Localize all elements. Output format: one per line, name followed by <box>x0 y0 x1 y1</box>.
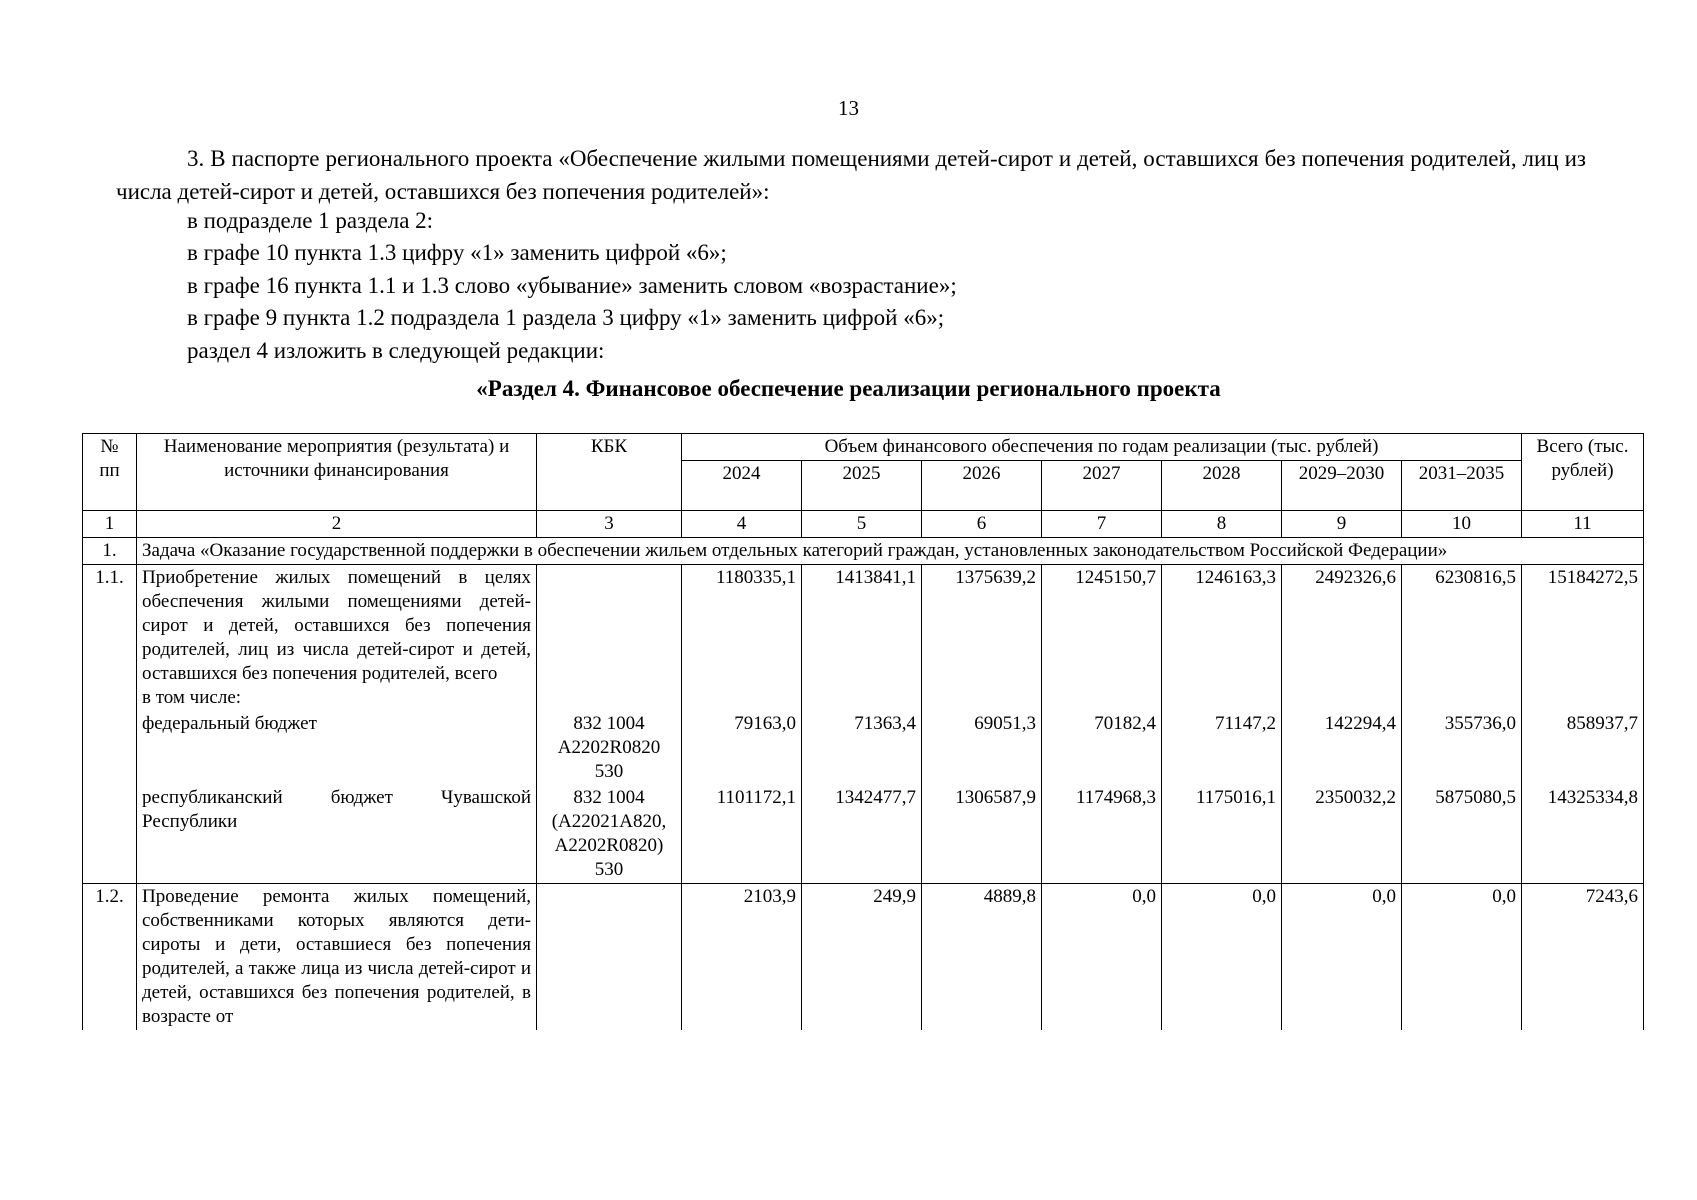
value-cell: 71147,2 <box>1162 711 1282 785</box>
item-name-suffix: в том числе: <box>142 687 242 708</box>
value-cell: 1246163,3 <box>1162 565 1282 712</box>
value-cell: 249,9 <box>802 884 922 1031</box>
instruction-line: в графе 9 пункта 1.2 подраздела 1 раздела 3 цифру «1» заменить цифрой «6»; <box>187 305 945 330</box>
value-cell: 2350032,2 <box>1282 785 1402 884</box>
column-number: 8 <box>1162 511 1282 538</box>
section-title: «Раздел 4. Финансовое обеспечение реализации регионального проекта <box>476 376 1221 401</box>
item-name: Проведение ремонта жилых помещений, собственниками которых являются дети-сироты и дети, оставшиеся без попечения родителей, а также лица из числа детей-сирот и детей, оставшихся без попечения родителей, в возрасте от <box>137 884 537 1031</box>
value-cell: 1101172,1 <box>682 785 802 884</box>
item-row-1-2 <box>83 884 1644 1031</box>
column-number: 2 <box>137 511 537 538</box>
header-total: Всего (тыс. рублей) <box>1522 434 1644 511</box>
value-cell: 1413841,1 <box>802 565 922 712</box>
intro-paragraph: 3. В паспорте регионального проекта «Обеспечение жилыми помещениями детей-сирот и детей, оставшихся без попечения родителей, лиц из числа детей-сирот и детей, оставшихся без попечения родителей»: <box>116 146 1586 204</box>
column-number: 10 <box>1402 511 1522 538</box>
column-number: 4 <box>682 511 802 538</box>
instruction-line: в графе 10 пункта 1.3 цифру «1» заменить цифрой «6»; <box>187 240 727 265</box>
value-cell: 79163,0 <box>682 711 802 785</box>
header-year: 2026 <box>922 461 1042 511</box>
item-row-1-1 <box>83 565 1644 712</box>
header-volume: Объем финансового обеспечения по годам реализации (тыс. рублей) <box>682 434 1522 461</box>
column-number: 1 <box>83 511 137 538</box>
instruction-line: в подразделе 1 раздела 2: <box>187 208 434 233</box>
federal-budget-kbk: 832 1004 А2202R0820 530 <box>537 711 682 785</box>
federal-budget-name: федеральный бюджет <box>137 711 537 785</box>
value-cell: 0,0 <box>1042 884 1162 1031</box>
value-cell: 355736,0 <box>1402 711 1522 785</box>
instruction-line: раздел 4 изложить в следующей редакции: <box>187 338 605 363</box>
column-number: 9 <box>1282 511 1402 538</box>
value-cell: 2103,9 <box>682 884 802 1031</box>
value-cell: 1306587,9 <box>922 785 1042 884</box>
header-year: 2028 <box>1162 461 1282 511</box>
value-cell: 6230816,5 <box>1402 565 1522 712</box>
value-cell: 2492326,6 <box>1282 565 1402 712</box>
value-cell: 5875080,5 <box>1402 785 1522 884</box>
value-cell: 0,0 <box>1162 884 1282 1031</box>
value-cell: 858937,7 <box>1522 711 1644 785</box>
item-name <box>137 565 537 712</box>
value-cell: 1245150,7 <box>1042 565 1162 712</box>
header-year: 2024 <box>682 461 802 511</box>
value-cell: 1342477,7 <box>802 785 922 884</box>
page-number: 13 <box>838 96 859 120</box>
column-number: 7 <box>1042 511 1162 538</box>
column-numbers-row <box>83 511 1644 538</box>
column-number: 6 <box>922 511 1042 538</box>
header-year: 2029–2030 <box>1282 461 1402 511</box>
item-kbk <box>537 884 682 1031</box>
republic-budget-kbk: 832 1004 (А22021А820, А2202R0820) 530 <box>537 785 682 884</box>
federal-budget-row <box>83 711 1644 785</box>
column-number: 3 <box>537 511 682 538</box>
item-name-text: Приобретение жилых помещений в целях обеспечения жилыми помещениями детей-сирот и детей, оставшихся без попечения родителей, лиц из числа детей-сирот и детей, оставшихся без попечения родителей, всего <box>142 567 531 684</box>
instruction-line: в графе 16 пункта 1.1 и 1.3 слово «убывание» заменить словом «возрастание»; <box>187 273 957 298</box>
republic-budget-row <box>83 785 1644 884</box>
item-kbk <box>537 565 682 712</box>
header-year: 2027 <box>1042 461 1162 511</box>
header-year: 2025 <box>802 461 922 511</box>
column-number: 11 <box>1522 511 1644 538</box>
header-kbk: КБК <box>537 434 682 511</box>
value-cell: 1180335,1 <box>682 565 802 712</box>
value-cell: 7243,6 <box>1522 884 1644 1031</box>
value-cell: 1174968,3 <box>1042 785 1162 884</box>
value-cell: 69051,3 <box>922 711 1042 785</box>
item-num: 1.2. <box>83 884 137 1031</box>
value-cell: 142294,4 <box>1282 711 1402 785</box>
header-name: Наименование мероприятия (результата) и источники финансирования <box>137 434 537 511</box>
value-cell: 1375639,2 <box>922 565 1042 712</box>
value-cell: 1175016,1 <box>1162 785 1282 884</box>
task-text: Задача «Оказание государственной поддержки в обеспечении жильем отдельных категорий граждан, установленных законодательством Российской Федерации» <box>137 538 1644 565</box>
header-num: № пп <box>83 434 137 511</box>
task-row <box>83 538 1644 565</box>
financing-table <box>82 433 1644 1030</box>
value-cell: 70182,4 <box>1042 711 1162 785</box>
task-num: 1. <box>83 538 137 565</box>
value-cell: 15184272,5 <box>1522 565 1644 712</box>
value-cell: 0,0 <box>1282 884 1402 1031</box>
value-cell: 71363,4 <box>802 711 922 785</box>
value-cell: 0,0 <box>1402 884 1522 1031</box>
item-num: 1.1. <box>83 565 137 884</box>
header-row <box>83 434 1644 461</box>
value-cell: 14325334,8 <box>1522 785 1644 884</box>
value-cell: 4889,8 <box>922 884 1042 1031</box>
column-number: 5 <box>802 511 922 538</box>
header-year: 2031–2035 <box>1402 461 1522 511</box>
republic-budget-name: республиканский бюджет Чувашской Республики <box>137 785 537 884</box>
